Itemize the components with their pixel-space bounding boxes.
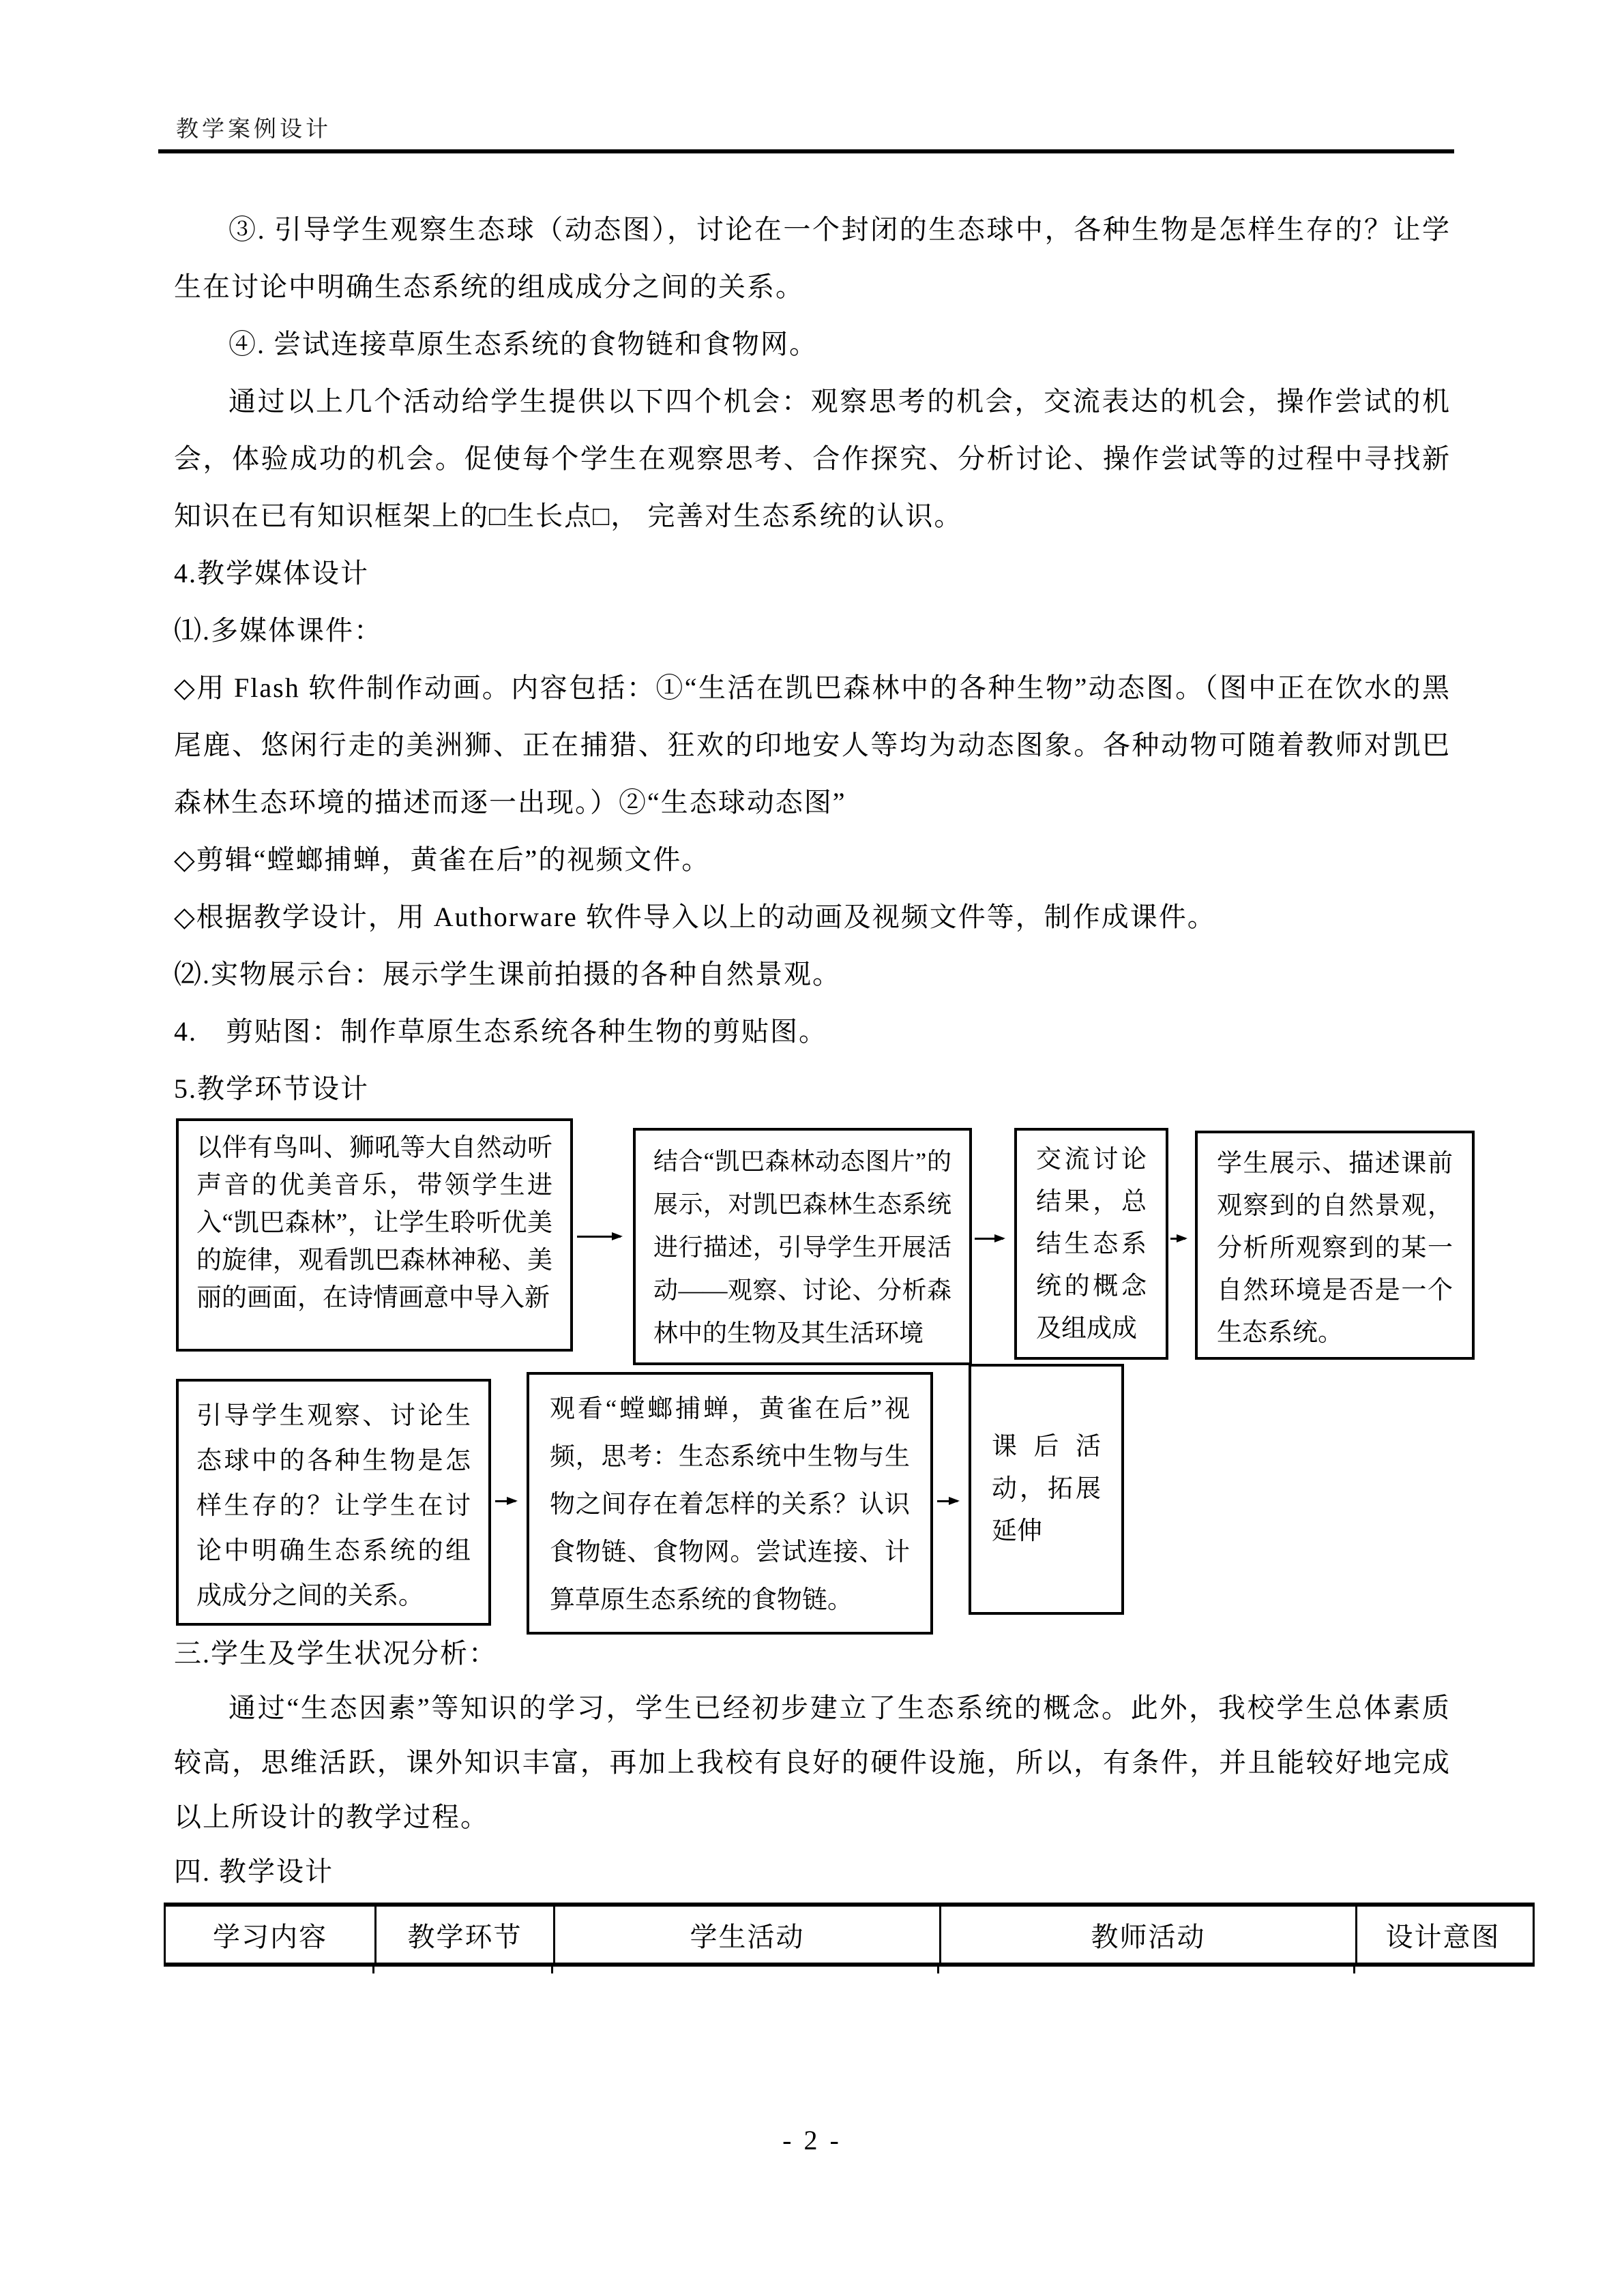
flow-box-text: 观看“螳螂捕蝉，黄雀在后”视频，思考：生态系统中生物与生物之间存在着怎样的关系？认识食物链、食物网。尝试连接、计算草原生态系统的食物链。 (550, 1395, 910, 1614)
heading-student-analysis: 三.学生及学生状况分析： (174, 1638, 497, 1669)
flow-box-text: 交流讨论结果，总结生态系统的概念及组成成 (1036, 1146, 1147, 1343)
paragraph-video-clip: ◇剪辑“螳螂捕蝉，黄雀在后”的视频文件。 (174, 844, 711, 875)
table-header-teacher-activity: 教师活动 (939, 1907, 1355, 1963)
table-header-teaching-step: 教学环节 (374, 1907, 553, 1963)
paragraph-student-analysis: 通过“生态因素”等知识的学习，学生已经初步建立了生态系统的概念。此外，我校学生总体素质较高，思维活跃，课外知识丰富，再加上我校有良好的硬件设施，所以，有条件，并且能较好地完成以上所设计的教学过程。 (174, 1693, 1451, 1832)
main-text (174, 201, 1451, 1118)
flow-box-student-presentation (1195, 1131, 1475, 1360)
table-header-design-intent: 设计意图 (1355, 1907, 1529, 1963)
flow-arrow-icon (495, 1500, 516, 1502)
header-title: 教学案例设计 (176, 117, 331, 142)
heading-media-design: 4.教学媒体设计 (174, 558, 369, 588)
header-rule (158, 149, 1454, 153)
flow-box-text: 学生展示、描述课前观察到的自然景观，分析所观察到的某一自然环境是否是一个生态系统。 (1217, 1150, 1453, 1347)
flow-box-discussion-summary (1014, 1128, 1168, 1360)
flow-box-ecosphere-observation (176, 1379, 491, 1626)
flow-box-text: 以伴有鸟叫、狮吼等大自然动听声音的优美音乐，带领学生进入“凯巴森林”，让学生聆听优美的旋律，观看凯巴森林神秘、美丽的画面，在诗情画意中导入新 (196, 1134, 552, 1312)
analysis-text (174, 1626, 1451, 1899)
flow-box-after-class (969, 1364, 1124, 1615)
paragraph-flash: ◇用 Flash 软件制作动画。内容包括：①“生活在凯巴森林中的各种生物”动态图。（图中正在饮水的黑尾鹿、悠闲行走的美洲狮、正在捕猎、狂欢的印地安人等均为动态图象。各种动物可随着教师对凯巴森林生态环境的描述而逐一出现。）②“生态球动态图” (174, 672, 1451, 818)
paragraph-display-stand: ⑵.实物展示台：展示学生课前拍摄的各种自然景观。 (174, 959, 841, 989)
flow-arrow-icon (937, 1500, 958, 1502)
paragraph-authorware: ◇根据教学设计，用 Authorware 软件导入以上的动画及视频文件等，制作成课件。 (174, 901, 1216, 932)
heading-multimedia-courseware: ⑴.多媒体课件： (174, 615, 383, 646)
flow-arrow-icon (1170, 1238, 1185, 1240)
paragraph-activity-4: ④. 尝试连接草原生态系统的食物链和食物网。 (228, 329, 818, 359)
flow-arrow-icon (975, 1238, 1003, 1240)
table-divider-tick (937, 1967, 939, 1973)
paragraph-opportunities: 通过以上几个活动给学生提供以下四个机会：观察思考的机会，交流表达的机会，操作尝试的机会，体验成功的机会。促使每个学生在观察思考、合作探究、分析讨论、操作尝试等的过程中寻找新知识在已有知识框架上的□生长点□， 完善对生态系统的认识。 (174, 386, 1451, 531)
flow-box-kaiba-pictures (633, 1128, 972, 1365)
flow-box-text: 引导学生观察、讨论生态球中的各种生物是怎样生存的？让学生在讨论中明确生态系统的组成成分之间的关系。 (196, 1402, 471, 1610)
flow-box-intro-music (176, 1118, 573, 1352)
flow-box-text: 结合“凯巴森林动态图片”的展示，对凯巴森林生态系统进行描述，引导学生开展活动——观察、讨论、分析森林中的生物及其生活环境 (653, 1148, 951, 1347)
heading-teaching-steps: 5.教学环节设计 (174, 1073, 369, 1104)
table-divider-tick (1353, 1967, 1355, 1973)
table-header-learning-content: 学习内容 (213, 1921, 327, 1952)
design-table (164, 1903, 1535, 1967)
table-divider-tick (372, 1967, 374, 1973)
page-number: - 2 - (782, 2125, 842, 2156)
heading-teaching-design: 四. 教学设计 (174, 1856, 334, 1887)
flow-box-mantis-video (527, 1372, 933, 1635)
flow-box-text: 课后活动，拓展延伸 (992, 1433, 1101, 1545)
flow-arrow-icon (577, 1236, 621, 1238)
table-header-student-activity: 学生活动 (553, 1907, 939, 1963)
table-divider-tick (551, 1967, 553, 1973)
page-header (176, 111, 331, 143)
paragraph-activity-3: ③. 引导学生观察生态球（动态图），讨论在一个封闭的生态球中，各种生物是怎样生存的？让学生在讨论中明确生态系统的组成成分之间的关系。 (174, 214, 1451, 302)
paragraph-collage: 4. 剪贴图：制作草原生态系统各种生物的剪贴图。 (174, 1016, 827, 1047)
